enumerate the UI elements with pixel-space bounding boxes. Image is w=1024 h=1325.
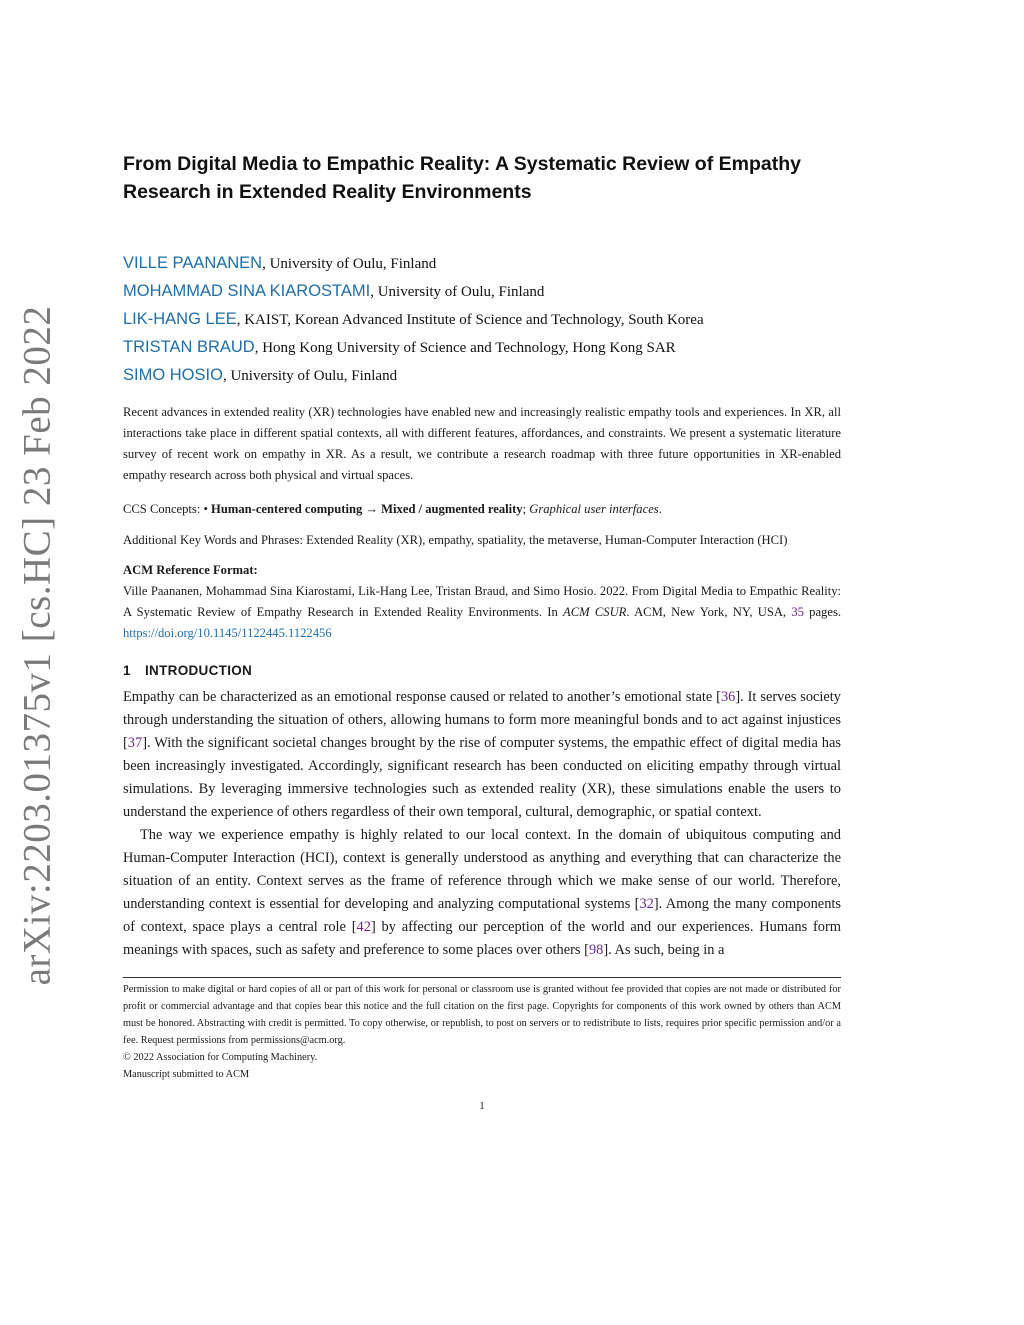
paragraph-text: ]. It serves society through understanding the situation of others, allowing humans to form more meaningful bonds and to act against injustices [ (123, 688, 841, 751)
author-entry (123, 306, 841, 334)
doi-link[interactable]: https://doi.org/10.1145/1122445.1122456 (123, 625, 332, 640)
paragraph-text: Empathy can be characterized as an emotional response caused or related to another’s emotional state [ (123, 688, 721, 705)
paragraph-text: ]. As such, being in a (603, 941, 725, 958)
paragraph-text: ]. With the significant societal changes brought by the rise of computer systems, the empathic effect of digital media has been increasingly investigated. Accordingly, significant research has been conducted on eliciting empathy through virtual simulations. By leveraging immersive technologies such as extended reality (XR), these simulations enable the users to understand the experience of others regardless of their own temporal, cultural, demographic, or spatial context. (123, 734, 841, 820)
author-affiliation: , University of Oulu, Finland (222, 368, 398, 384)
ccs-concepts (123, 499, 841, 520)
author-entry (123, 278, 841, 306)
author-affiliation: , Hong Kong University of Science and Technology, Hong Kong SAR (254, 340, 676, 356)
acm-reference (123, 581, 841, 644)
citation-link[interactable]: 37 (127, 734, 143, 751)
ccs-end: . (658, 501, 662, 516)
ccs-bullet: • (203, 501, 212, 516)
author-name[interactable]: LIK-HANG LEE (123, 310, 237, 328)
body-paragraph (123, 686, 841, 824)
author-name[interactable]: VILLE PAANANEN (123, 254, 263, 272)
manuscript-notice: Manuscript submitted to ACM (123, 1069, 250, 1080)
author-name[interactable]: MOHAMMAD SINA KIAROSTAMI (123, 282, 371, 300)
permission-notice: Permission to make digital or hard copies of all or part of this work for personal or classroom use is granted without fee provided that copies are not made or distributed for profit or commercial advantage and that copies bear this notice and the full citation on the first page. Copyrights for components of this work owned by others than ACM must be honored. Abstracting with credit is permitted. To copy otherwise, or republish, to post on servers or to redistribute to lists, requires prior specific permission and/or a fee. Request permissions from permissions@acm.org. (123, 984, 841, 1046)
author-entry (123, 250, 841, 278)
paragraph-text: ]. Among the many components of context, space plays a central role [ (123, 895, 841, 935)
author-affiliation: , KAIST, Korean Advanced Institute of Science and Technology, South Korea (236, 312, 704, 328)
section-number: 1 (123, 662, 131, 678)
arxiv-stamp-text: arXiv:2203.01375v1 [cs.HC] 23 Feb 2022 (15, 305, 59, 985)
acm-reference-text: . ACM, New York, NY, USA, (626, 604, 792, 619)
citation-link[interactable]: 98 (588, 941, 604, 958)
ccs-subconcept: Graphical user interfaces (529, 501, 659, 516)
section-heading (123, 660, 841, 682)
citation-link[interactable]: 42 (356, 918, 371, 935)
footnote-block (123, 977, 841, 1083)
keywords: Additional Key Words and Phrases: Extended Reality (XR), empathy, spatiality, the metaverse, Human-Computer Interaction (HCI) (123, 532, 788, 547)
paper-title: From Digital Media to Empathic Reality: A Systematic Review of Empathy Research in Extended Reality Environments (123, 153, 801, 203)
section-title: INTRODUCTION (145, 662, 253, 678)
author-name[interactable]: SIMO HOSIO (123, 366, 223, 384)
author-affiliation: , University of Oulu, Finland (262, 256, 437, 272)
copyright-notice: © 2022 Association for Computing Machinery. (123, 1052, 318, 1063)
ccs-label: CCS Concepts: (123, 501, 204, 516)
author-entry (123, 362, 841, 390)
ccs-separator: ; (522, 501, 530, 516)
page-number: 1 (479, 1100, 485, 1112)
author-name[interactable]: TRISTAN BRAUD (123, 338, 255, 356)
citation-link[interactable]: 32 (639, 895, 654, 912)
arxiv-stamp (12, 305, 62, 985)
acm-reference-heading: ACM Reference Format: (123, 562, 258, 577)
citation-link[interactable]: 36 (720, 688, 736, 705)
abstract: Recent advances in extended reality (XR) technologies have enabled new and increasingly realistic empathy tools and experiences. In XR, all interactions take place in different spatial contexts, all with different features, affordances, and constraints. We present a systematic literature survey of recent work on empathy in XR. As a result, we contribute a research roadmap with three future opportunities in XR-enabled empathy research across both physical and virtual spaces. (123, 405, 841, 482)
paragraph-text: The way we experience empathy is highly related to our local context. In the domain of ubiquitous computing and Human-Computer Interaction (HCI), context is generally understood as anything and everything that can characterize the situation of an entity. Context serves as the frame of reference through which we make sense of our world. Therefore, understanding context is essential for developing and analyzing computational systems [ (123, 826, 841, 912)
author-affiliation: , University of Oulu, Finland (370, 284, 545, 300)
body-paragraph (123, 824, 841, 962)
acm-reference-pages[interactable]: 35 (791, 604, 804, 619)
paragraph-text: ] by affecting our perception of the world and our experiences. Humans form meanings with spaces, such as safety and preference to some places over others [ (123, 918, 841, 958)
author-list (123, 250, 841, 390)
acm-reference-text: Ville Paananen, Mohammad Sina Kiarostami, Lik-Hang Lee, Tristan Braud, and Simo Hosio. 2022. From Digital Media to Empathic Reality: A Systematic Review of Empathy Research in Extended Reality Environments. In (123, 583, 841, 619)
acm-reference-text: pages. (803, 604, 841, 619)
author-entry (123, 334, 841, 362)
ccs-concept: Human-centered computing → Mixed / augmented reality (211, 501, 523, 516)
paper-page (123, 150, 841, 962)
acm-reference-venue: ACM CSUR (563, 604, 627, 619)
